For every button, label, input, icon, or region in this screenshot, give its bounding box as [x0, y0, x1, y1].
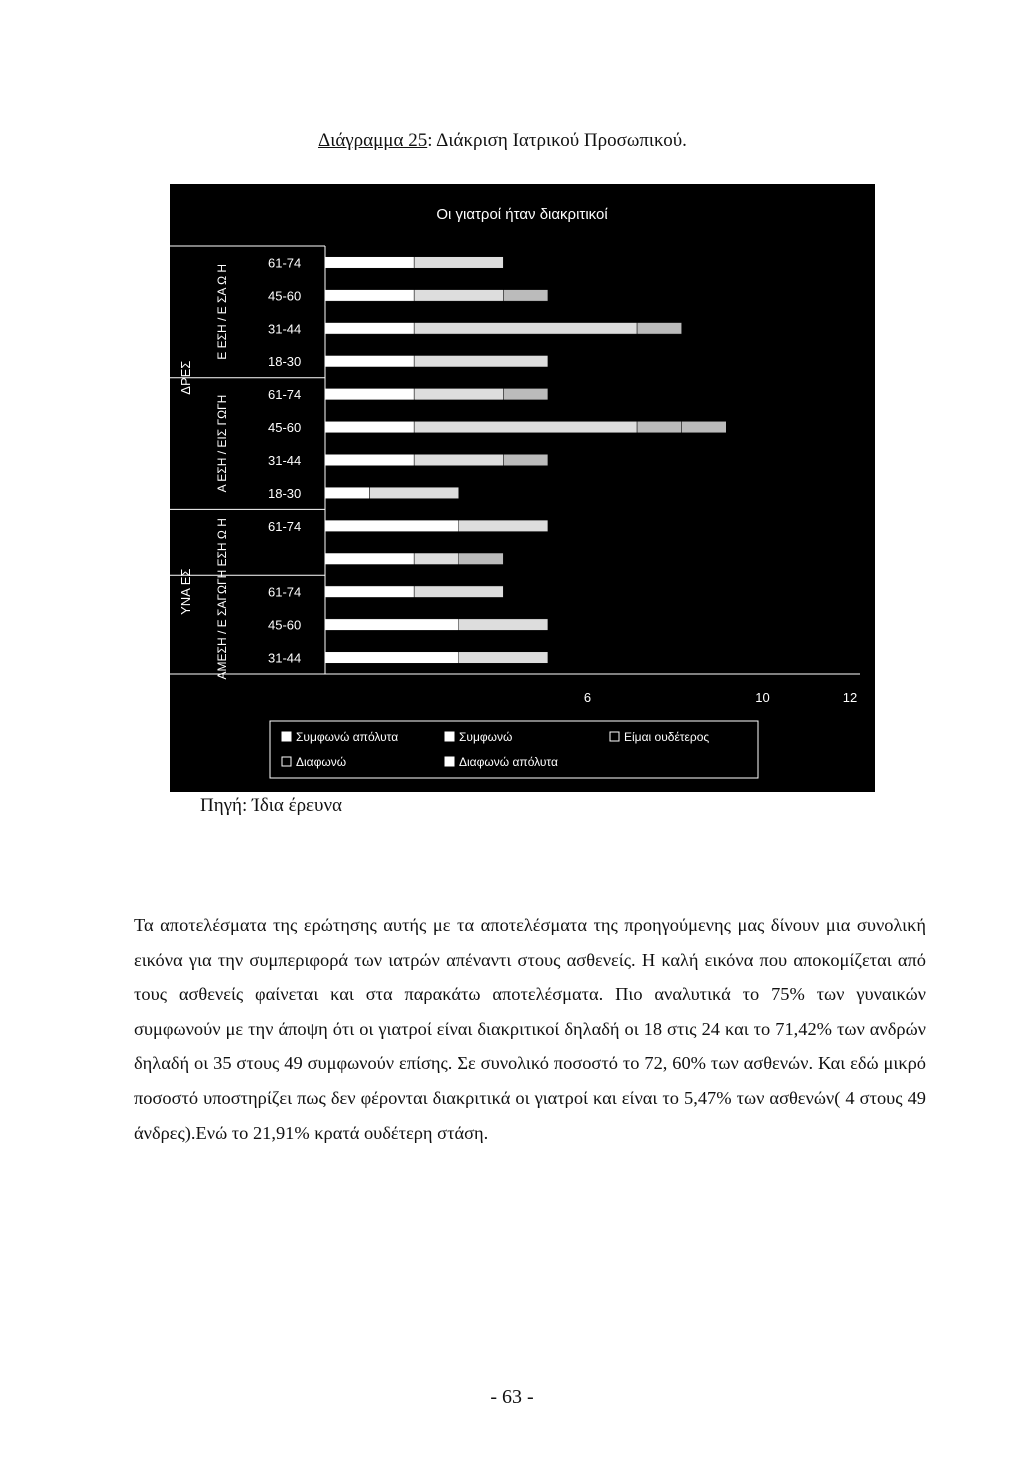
bar-segment — [459, 652, 548, 664]
group-outer-label: ΥΝΑ ΕΣ — [178, 568, 193, 615]
page-number: - 63 - — [490, 1386, 534, 1408]
category-label: 45-60 — [268, 420, 302, 436]
group-inner-label: Α ΕΣΗ / ΕΙΣ ΓΩΓΗ — [215, 394, 229, 493]
category-label: 31-44 — [268, 453, 302, 468]
bar-segment — [503, 388, 548, 400]
figure-caption-text: : Διάκριση Ιατρικού Προσωπικού. — [427, 130, 687, 151]
x-tick-label: 10 — [755, 690, 770, 705]
bar-segment — [637, 323, 682, 335]
legend-swatch — [282, 732, 291, 741]
bar-segment — [325, 652, 459, 664]
legend-swatch — [445, 732, 454, 741]
chart-svg — [170, 184, 875, 792]
bar-segment — [414, 421, 637, 433]
category-label: 45-60 — [268, 288, 302, 304]
figure-source: Πηγή: Ίδια έρευνα — [200, 795, 342, 816]
legend-label: Διαφωνώ — [296, 755, 347, 769]
bar-segment — [414, 454, 503, 466]
bar-segment — [414, 388, 503, 400]
bar-segment — [414, 323, 637, 335]
bar-segment — [459, 619, 548, 631]
body-paragraph: Τα αποτελέσματα της ερώτησης αυτής με τα αποτελέσματα της προηγούμενης μας δίνουν μια συνολική εικόνα για την συμπεριφορά των ιατρών απέναντι στους ασθενείς. Η καλή εικόνα που αποκομίζεται από τους ασθενείς φαίνεται και στα παρακάτω αποτελέσματα. Πιο αναλυτικά το 75% των γυναικών συμφωνούν με την άποψη ότι οι γιατροί είναι διακριτικοί δηλαδή οι 18 στις 24 και το 71,42% των ανδρών δηλαδή οι 35 στους 49 συμφωνούν επίσης. Σε συνολικό ποσοστό το 72, 60% των ασθενών. Και εδώ μικρό ποσοστό υποστηρίζει πως δεν φέρονται διακριτικά οι γιατροί και είναι το 5,47% των ασθενών( 4 στους 49 άνδρες).Ενώ το 21,91% κρατά ουδέτερη στάση. — [134, 915, 926, 1143]
category-label: 18-30 — [268, 354, 302, 370]
bar-segment — [325, 553, 414, 565]
bar-segment — [325, 323, 414, 335]
category-label: 18-30 — [268, 485, 302, 501]
legend-label: Είμαι ουδέτερος — [624, 730, 710, 744]
bar-segment — [325, 520, 459, 532]
x-tick-label: 6 — [583, 690, 592, 705]
chart — [170, 184, 875, 792]
legend-label: Διαφωνώ απόλυτα — [459, 755, 558, 769]
legend-swatch — [282, 757, 291, 766]
bar-segment — [414, 355, 548, 367]
bar-segment — [325, 290, 414, 302]
category-label: 31-44 — [268, 650, 302, 666]
category-label: 61-74 — [268, 255, 302, 271]
bar-segment — [414, 257, 503, 269]
bar-segment — [414, 586, 503, 598]
category-label: 61-74 — [268, 387, 302, 403]
legend-label: Συμφωνώ — [459, 730, 513, 744]
bar-segment — [325, 586, 414, 598]
bar-segment — [325, 619, 459, 631]
group-inner-label: ΑΜΕΣΗ / Ε ΣΑΓΩΓΗ — [215, 569, 229, 680]
category-label: 61-74 — [268, 518, 302, 534]
bar-segment — [325, 257, 414, 269]
figure-caption-number: Διάγραμμα 25 — [318, 130, 428, 151]
bar-segment — [459, 553, 504, 565]
group-inner-label: ΕΣΗ Ω Η — [215, 518, 229, 567]
bar-segment — [414, 553, 459, 565]
legend-swatch — [610, 732, 619, 741]
bar-segment — [325, 355, 414, 367]
bar-segment — [459, 520, 548, 532]
bar-segment — [370, 487, 459, 499]
bar-segment — [325, 421, 414, 433]
bar-segment — [325, 454, 414, 466]
category-label: 45-60 — [268, 617, 302, 633]
bar-segment — [682, 421, 727, 433]
chart-title: Οι γιατροί ήταν διακριτικοί — [436, 206, 608, 223]
bar-segment — [637, 421, 682, 433]
bar-segment — [503, 290, 548, 302]
legend-swatch — [445, 757, 454, 766]
bar-segment — [503, 454, 548, 466]
bar-segment — [325, 388, 414, 400]
x-tick-label: 12 — [842, 690, 858, 705]
category-label: 61-74 — [268, 584, 302, 600]
bar-segment — [414, 290, 503, 302]
group-inner-label: Ε ΕΣΗ / Ε ΣΑ Ω Η — [215, 263, 229, 360]
category-label: 31-44 — [268, 321, 302, 337]
figure-caption — [318, 130, 687, 152]
legend-label: Συμφωνώ απόλυτα — [296, 730, 399, 744]
group-outer-label: ΔΡΕΣ — [178, 360, 193, 395]
bar-segment — [325, 487, 370, 499]
